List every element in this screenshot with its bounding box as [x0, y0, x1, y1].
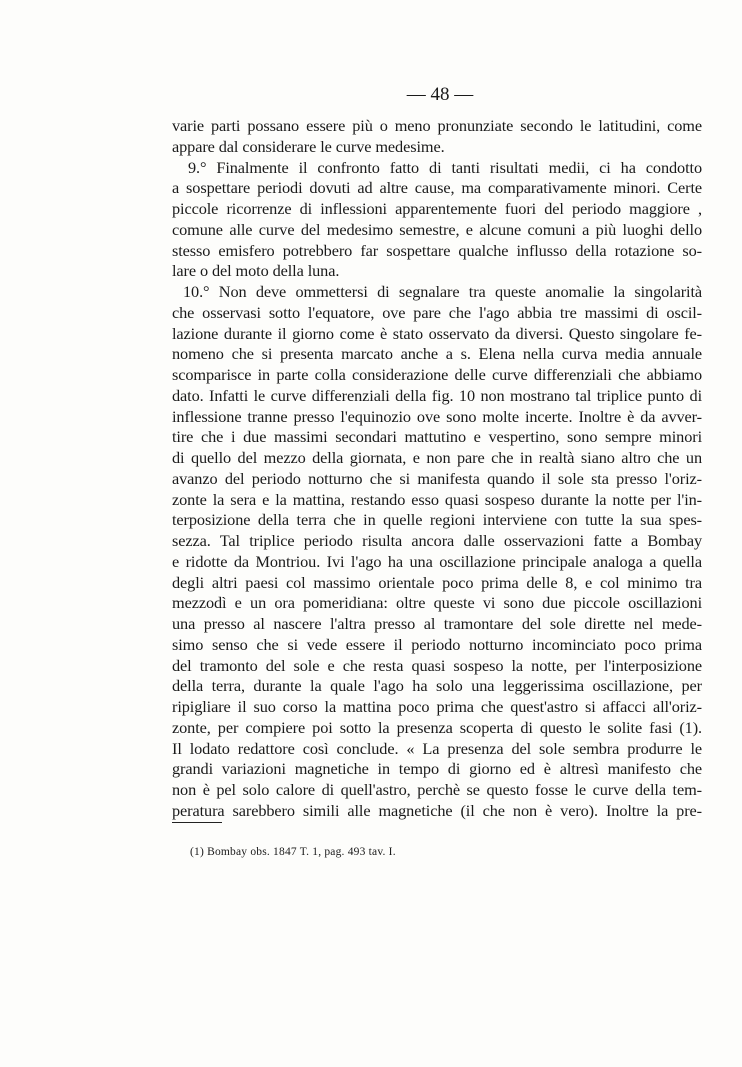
text-line: appare dal considerare le curve medesime.: [172, 136, 445, 156]
text-line: stesso emisfero potrebbero far sospettare qualche influsso della rotazione so-: [172, 240, 702, 260]
body-text: [172, 116, 702, 822]
text-line: 10.° Non deve ommettersi di segnalare tra queste anomalie la singolarità: [183, 282, 702, 301]
text-line: ripigliare il suo corso la mattina poco prima che quest'astro si affacci all'oriz-: [172, 697, 702, 716]
text-line: a sospettare periodi dovuti ad altre cause, ma comparativamente minori. Certe: [172, 178, 702, 198]
text-line: della terra, durante la quale l'ago ha solo una leggerissima oscillazione, per: [172, 676, 702, 696]
text-line: non è pel solo calore di quell'astro, perchè se questo fosse le curve della tem-: [172, 780, 702, 799]
text-line: 9.° Finalmente il confronto fatto di tanti risultati medii, ci ha condotto: [188, 157, 702, 177]
text-line: degli altri paesi col massimo orientale poco prima delle 8, e col minimo tra: [172, 572, 702, 592]
text-line: nomeno che si presenta marcato anche a s. Elena nella curva media annuale: [172, 344, 702, 364]
text-line: del tramonto del sole e che resta quasi sospeso la notte, per l'interposizione: [172, 655, 702, 675]
text-line: comune alle curve del medesimo semestre, e alcune comuni a più luoghi dello: [172, 219, 702, 239]
text-line: Il lodato redattore così conclude. « La presenza del sole sembra produrre le: [172, 738, 702, 758]
text-line: una presso al nascere l'altra presso al tramontare del sole dirette nel mede-: [172, 614, 702, 633]
text-line: sezza. Tal triplice periodo risulta ancora dalle osservazioni fatte a Bombay: [172, 531, 702, 550]
text-line: varie parti possano essere più o meno pronunziate secondo le latitudini, come: [172, 116, 702, 135]
text-line: piccole ricorrenze di inflessioni apparentemente fuori del periodo maggiore ,: [172, 199, 702, 218]
text-line: mezzodì e un ora pomeridiana: oltre queste vi sono due piccole oscillazioni: [172, 593, 702, 613]
text-line: dato. Infatti le curve differenziali della fig. 10 non mostrano tal triplice punto di: [172, 385, 702, 405]
text-line: inflessione tranne presso l'equinozio ove sono molte incerte. Inoltre è da avver-: [172, 406, 702, 426]
text-line: e ridotte da Montriou. Ivi l'ago ha una oscillazione principale analoga a quella: [172, 551, 702, 571]
page-number: — 48 —: [406, 84, 474, 105]
text-line: tire che i due massimi secondari mattutino e vespertino, sono sempre minori: [172, 427, 702, 447]
text-line: zonte la sera e la mattina, restando esso quasi sospeso durante la notte per l'in-: [172, 489, 702, 509]
text-line: simo senso che si vede essere il periodo notturno incominciato poco prima: [172, 634, 702, 654]
text-line: terposizione della terra che in quelle regioni interviene con tutte la sua spes-: [172, 510, 702, 530]
text-line: avanzo del periodo notturno che si manifesta quando il sole sta presso l'oriz-: [172, 468, 702, 488]
text-line: zonte, per compiere poi sotto la presenza scoperta di questo le solite fasi (1).: [172, 717, 702, 737]
text-line: peratura sarebbero simili alle magnetiche (il che non è vero). Inoltre la pre-: [172, 800, 702, 820]
text-line: grandi variazioni magnetiche in tempo di giorno ed è altresì manifesto che: [172, 759, 702, 779]
footnote: (1) Bombay obs. 1847 T. 1, pag. 493 tav. I.: [190, 846, 396, 858]
text-line: lazione durante il giorno come è stato osservato da diversi. Questo singolare fe-: [172, 323, 702, 343]
footnote-rule: [172, 822, 222, 823]
text-line: di quello del mezzo della giornata, e non pare che in realtà siano altro che un: [172, 448, 702, 467]
text-line: che osservasi sotto l'equatore, ove pare che l'ago abbia tre massimi di oscil-: [172, 302, 702, 322]
text-line: lare o del moto della luna.: [172, 261, 340, 281]
text-line: scomparisce in parte colla considerazione delle curve differenziali che abbiamo: [172, 365, 702, 384]
